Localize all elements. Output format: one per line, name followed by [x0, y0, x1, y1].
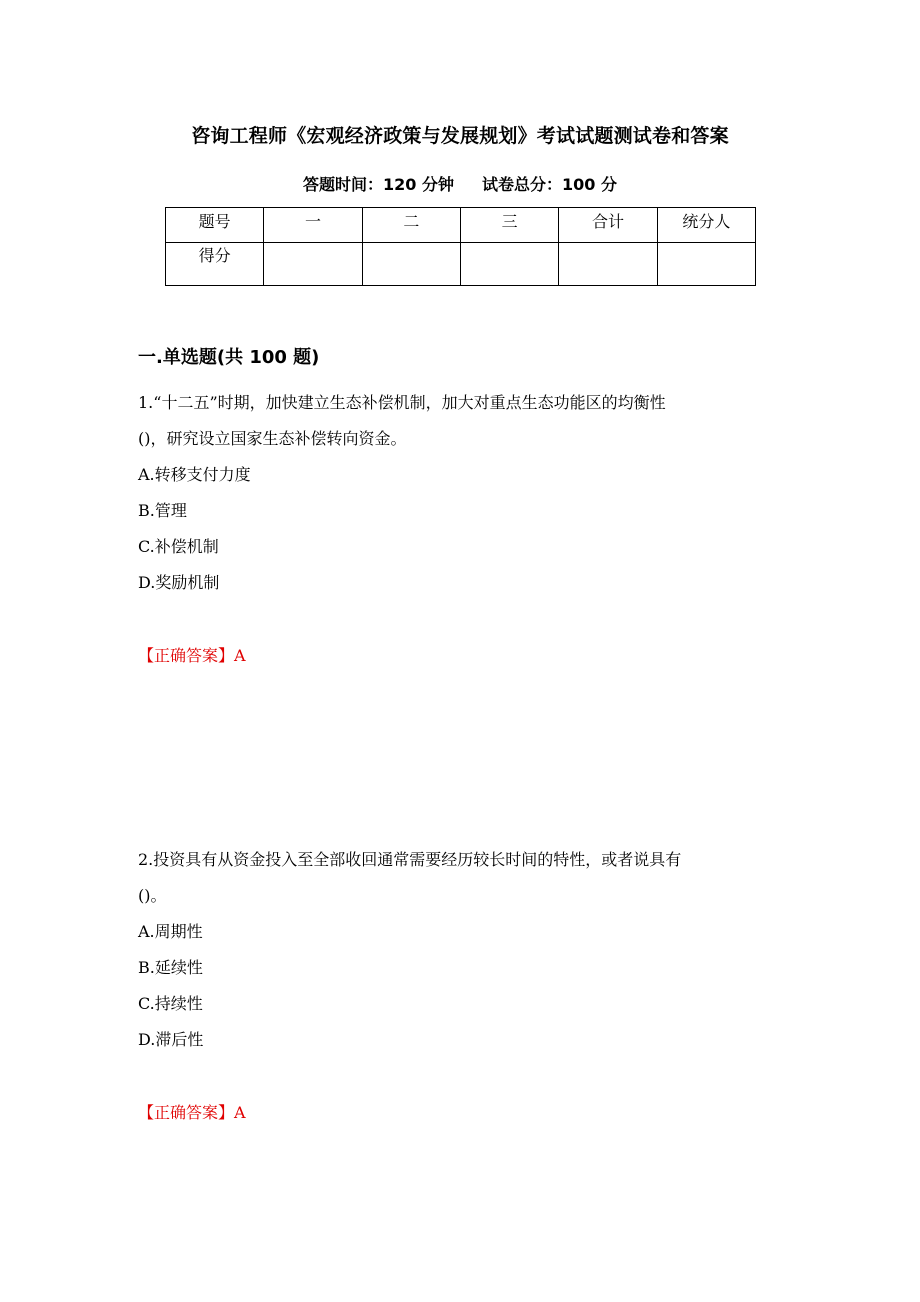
exam-meta	[0, 171, 920, 199]
option-d: D.滞后性	[138, 1030, 204, 1049]
score-cell	[460, 243, 558, 286]
answer-value: A	[234, 1103, 246, 1122]
exam-total-score: 试卷总分：100 分	[482, 175, 617, 194]
option-b: B.管理	[138, 501, 187, 520]
score-row-label: 得分	[166, 243, 264, 286]
section-heading: 一.单选题(共 100 题)	[138, 347, 320, 368]
score-cell	[657, 243, 755, 286]
score-header-cell: 合计	[559, 208, 657, 243]
question-stem-continued: ()。	[138, 886, 167, 905]
answer-value: A	[234, 646, 246, 665]
score-table-header-row	[166, 208, 756, 243]
score-header-cell: 二	[362, 208, 460, 243]
answer-label: 【正确答案】	[138, 1103, 235, 1122]
option-c: C.持续性	[138, 994, 203, 1013]
score-table	[165, 207, 756, 286]
score-header-cell: 题号	[166, 208, 264, 243]
answer-2	[138, 1098, 246, 1128]
question-1	[138, 385, 788, 601]
answer-1	[138, 641, 246, 671]
score-cell	[264, 243, 362, 286]
question-2	[138, 842, 788, 1058]
score-header-cell: 一	[264, 208, 362, 243]
answer-label: 【正确答案】	[138, 646, 235, 665]
option-c: C.补偿机制	[138, 537, 219, 556]
exam-time: 答题时间：120 分钟	[303, 175, 454, 194]
option-b: B.延续性	[138, 958, 203, 977]
score-cell	[559, 243, 657, 286]
option-d: D.奖励机制	[138, 573, 220, 592]
question-stem: 1.“十二五”时期，加快建立生态补偿机制，加大对重点生态功能区的均衡性	[138, 393, 666, 412]
score-header-cell: 统分人	[657, 208, 755, 243]
question-stem-continued: ()，研究设立国家生态补偿转向资金。	[138, 429, 407, 448]
question-stem: 2.投资具有从资金投入至全部收回通常需要经历较长时间的特性，或者说具有	[138, 850, 682, 869]
option-a: A.周期性	[138, 922, 203, 941]
score-cell	[362, 243, 460, 286]
score-table-score-row	[166, 243, 756, 286]
score-header-cell: 三	[460, 208, 558, 243]
option-a: A.转移支付力度	[138, 465, 251, 484]
document-title: 咨询工程师《宏观经济政策与发展规划》考试试题测试卷和答案	[191, 125, 729, 147]
